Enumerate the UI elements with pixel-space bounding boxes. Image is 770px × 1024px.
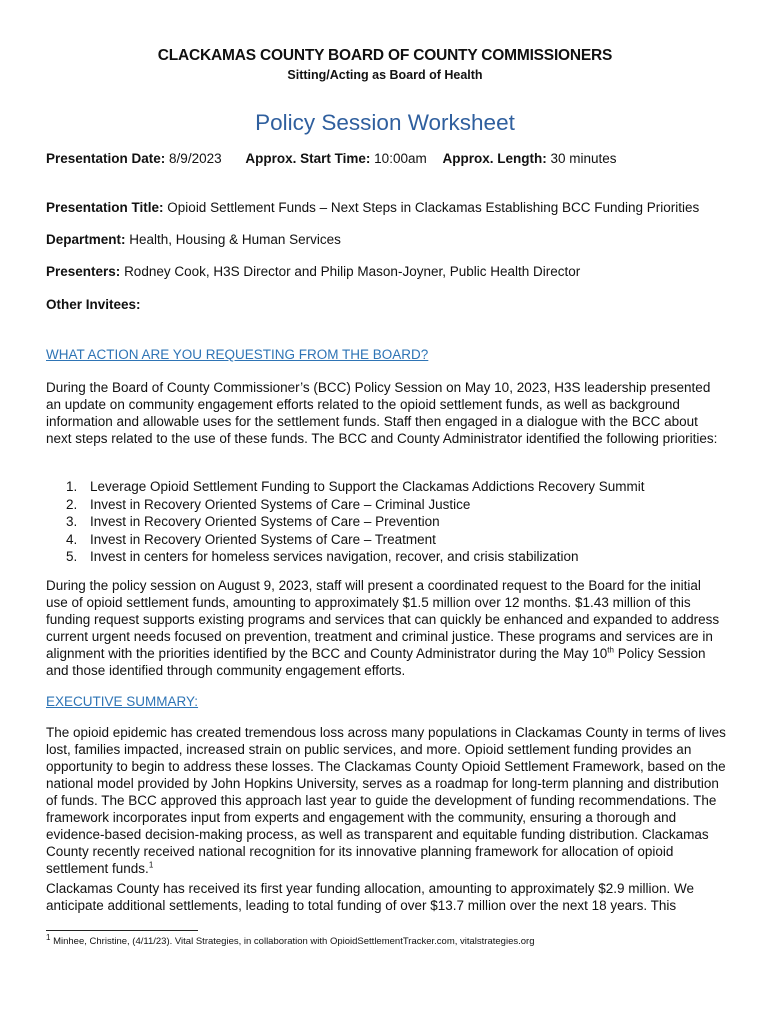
summary-paragraph-2: Clackamas County has received its first year funding allocation, amounting to approximately $2.9 million. We anticipate additional settlements, leading to total funding of over $13.7 million over the next 18 years. This [46,881,695,913]
executive-summary-heading: EXECUTIVE SUMMARY: [46,694,199,709]
date-value: 8/9/2023 [169,151,222,166]
length-label: Approx. Length: [442,151,547,166]
presentation-title-value: Opioid Settlement Funds – Next Steps in Clackamas Establishing BCC Funding Priorities [167,200,700,215]
invitees-row [46,297,141,312]
action-paragraph-2: During the policy session on August 9, 2023, staff will present a coordinated request to the Board for the initial use of opioid settlement funds, amounting to approximately $1.5 million over 12 months. $1.43 million of this funding request supports existing programs and services that can quickly be enhanced and expanded to address current urgent needs focused on prevention, treatment and criminal justice. These programs and services are in alignment with the priorities identified by the BCC and County Administrator during the May 10th Policy Session and those identified through community engagement efforts. [46,578,720,678]
department-label: Department: [46,232,126,247]
date-label: Presentation Date: [46,151,166,166]
summary-paragraph-1: The opioid epidemic has created tremendous loss across many populations in Clackamas County in terms of lives lost, families impacted, increased strain on public services, and more. Opioid settlement funding provides an opportunity to begin to address these losses. The Clackamas County Opioid Settlement Framework, based on the national model provided by John Hopkins University, serves as a roadmap for long-term planning and distribution of funds. The BCC approved this approach last year to guide the development of funding recommendations. The framework incorporates input from experts and engagement with the community, ensuring a thorough and evidence-based decision-making process, as well as transparent and equitable funding distribution. Clackamas County recently received national recognition for its innovative planning framework for allocation of opioid settlement funds.$^1$ [46,725,726,876]
start-time-value: 10:00am [374,151,427,166]
invitees-label: Other Invitees: [46,297,141,312]
department-value: Health, Housing & Human Services [129,232,341,247]
presenters-label: Presenters: [46,264,121,279]
list-item: 1. Leverage Opioid Settlement Funding to Support the Clackamas Addictions Recovery Summit [66,479,645,494]
priority-list [66,478,645,566]
footnote-divider [46,930,198,931]
org-title: CLACKAMAS COUNTY BOARD OF COUNTY COMMISSIONERS [157,47,613,64]
list-item: 3. Invest in Recovery Oriented Systems of Care – Prevention [66,514,440,529]
department-row [46,232,341,247]
length-value: 30 minutes [550,151,617,166]
presentation-title-label: Presentation Title: [46,200,164,215]
presenters-value: Rodney Cook, H3S Director and Philip Mason-Joyner, Public Health Director [124,264,581,279]
start-time-label: Approx. Start Time: [245,151,371,166]
presenters-row [46,264,580,279]
footnote: $^1$ Minhee, Christine, (4/11/23). Vital Strategies, in collaboration with OpioidSettlementTracker.com, vitalstrategies.org [46,932,535,947]
worksheet-title: Policy Session Worksheet [255,110,515,135]
list-item: 2. Invest in Recovery Oriented Systems of Care – Criminal Justice [66,496,471,512]
meta-row [46,151,617,166]
presentation-title-row [46,200,699,215]
list-item: 4. Invest in Recovery Oriented Systems of Care – Treatment [66,531,436,547]
action-heading: WHAT ACTION ARE YOU REQUESTING FROM THE BOARD? [46,347,429,362]
org-subtitle: Sitting/Acting as Board of Health [287,68,483,82]
list-item: 5. Invest in centers for homeless services navigation, recover, and crisis stabilization [66,549,579,564]
action-paragraph-1: During the Board of County Commissioner’s (BCC) Policy Session on May 10, 2023, H3S leadership presented an update on community engagement efforts related to the opioid settlement funds, as well as background information and allowable uses for the settlement funds. Staff then engaged in a dialogue with the BCC about next steps related to the use of these funds. The BCC and County Administrator identified the following priorities: [46,380,718,446]
